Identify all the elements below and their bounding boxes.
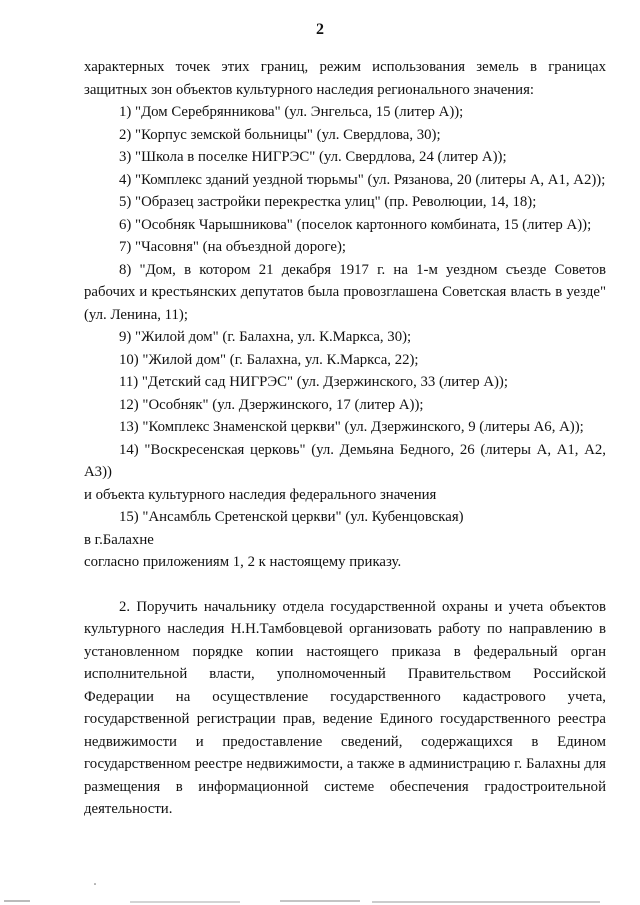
list-item: 11) "Детский сад НИГРЭС" (ул. Дзержинского, 33 (литер А)); — [119, 374, 508, 390]
list-item: 2) "Корпус земской больницы" (ул. Свердлова, 30); — [119, 126, 441, 143]
list-item: 1) "Дом Серебрянникова" (ул. Энгельса, 15 (литер А)); — [119, 104, 464, 120]
federal-intro-line: и объекта культурного наследия федерального значения — [84, 486, 437, 503]
intro-paragraph: характерных точек этих границ, режим использования земель в границах защитных зон объектов культурного наследия регионального значения: — [84, 59, 606, 98]
document-body — [84, 56, 606, 821]
list-item: 14) "Воскресенская церковь" (ул. Демьяна Бедного, 26 (литеры А, А1, А2, А3)) — [84, 441, 606, 480]
list-item: 4) "Комплекс зданий уездной тюрьмы" (ул. Рязанова, 20 (литеры А, А1, А2)); — [119, 171, 606, 188]
federal-list-item: 15) "Ансамбль Сретенской церкви" (ул. Кубенцовская) — [119, 509, 464, 525]
list-item: 10) "Жилой дом" (г. Балахна, ул. К.Маркса, 22); — [119, 351, 419, 368]
list-item: 5) "Образец застройки перекрестка улиц" (пр. Революции, 14, 18); — [119, 194, 537, 210]
list-item: 8) "Дом, в котором 21 декабря 1917 г. на 1-м уездном съезде Советов рабочих и крестьянских депутатов была провозглашена Советская власть в уезде" (ул. Ленина, 11); — [84, 261, 606, 323]
paragraph-2: 2. Поручить начальнику отдела государственной охраны и учета объектов культурного наследия Н.Н.Тамбовцевой организовать работу по направлению в установленном порядке копии настоящего приказа в федеральный орган исполнительной власти, уполномоченный Правительством Российской Федерации на осуществление государственного кадастрового учета, государственной регистрации прав, ведение Единого государственного реестра недвижимости и предоставление сведений, содержащихся в Едином государственном реестре недвижимости, а также в администрацию г. Балахны для размещения в информационной системе обеспечения градостроительной деятельности. — [84, 598, 606, 817]
list-item: 13) "Комплекс Знаменской церкви" (ул. Дзержинского, 9 (литеры А6, А)); — [119, 419, 584, 435]
list-item: 3) "Школа в поселке НИГРЭС" (ул. Свердлова, 24 (литер А)); — [119, 149, 507, 165]
paragraph-spacer — [84, 574, 606, 596]
list-item: 12) "Особняк" (ул. Дзержинского, 17 (литер А)); — [119, 396, 424, 413]
list-item: 7) "Часовня" (на объездной дороге); — [119, 239, 346, 255]
location-line: в г.Балахне — [84, 531, 154, 548]
appendix-reference-line: согласно приложениям 1, 2 к настоящему приказу. — [84, 554, 402, 570]
list-item: 9) "Жилой дом" (г. Балахна, ул. К.Маркса, 30); — [119, 329, 412, 345]
page-number: 2 — [316, 21, 324, 38]
list-item: 6) "Особняк Чарышникова" (поселок картонного комбината, 15 (литер А)); — [119, 216, 592, 233]
